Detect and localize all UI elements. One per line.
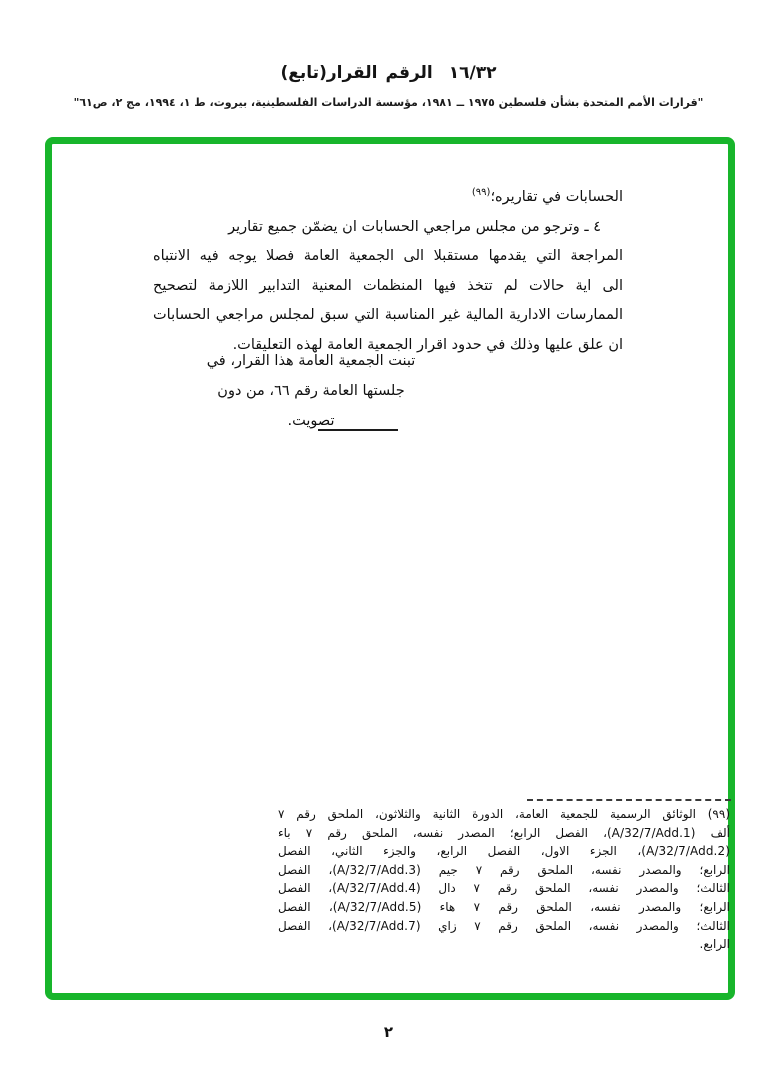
footnote-reference-marker: (٩٩) [471,187,491,199]
intro-line [153,183,623,213]
page-number: ٢ [383,1023,394,1041]
source-citation: "قرارات الأمم المتحدة بشأن فلسطين ١٩٧٥ ــ ١٩٨١، مؤسسة الدراسات الفلسطينية، بيروت، ط ١، ١٩٩٤، مج ٢، ص٦١" [73,96,704,109]
intro-line-text: الحسابات في تقاريره؛ [490,189,623,205]
paragraph-line: الممارسات الادارية المالية غير المناسبة التي سبق لمجلس مراجعي الحسابات [153,307,623,323]
footnote-line: (A/32/7/Add.2)، الجزء الاول، الفصل الرابع، والجزء الثاني، الفصل [278,844,730,859]
adoption-note [205,346,417,436]
footnote-line: الرابع؛ والمصدر نفسه، الملحق رقم ٧ هاء (A/32/7/Add.5)، الفصل [278,899,730,914]
footnote-line: الرابع؛ والمصدر نفسه، الملحق رقم ٧ جيم (A/32/7/Add.3)، الفصل [278,862,730,877]
paragraph-line: المراجعة التي يقدمها مستقبلا الى الجمعية العامة فصلا يوجه فيه الانتباه [153,248,623,264]
body-text-column [153,183,623,360]
footnote-line: ألف (A/32/7/Add.1)، الفصل الرابع؛ المصدر نفسه، الملحق رقم ٧ باء [278,825,730,840]
title-continued-tag: (تابع) [280,63,327,83]
section-end-rule [318,429,398,431]
footnote-line: الثالث؛ والمصدر نفسه، الملحق رقم ٧ زاي (A/32/7/Add.7)، الفصل [278,918,730,933]
adoption-note-line: تصويت. [287,413,335,429]
footnote-line: الثالث؛ والمصدر نفسه، الملحق رقم ٧ دال (A/32/7/Add.4)، الفصل [278,881,730,896]
footnote-separator-rule [527,799,731,801]
adoption-note-line: جلستها العامة رقم ٦٦، من دون [217,383,405,399]
adoption-note-line: تبنت الجمعية العامة هذا القرار، في [206,353,416,369]
paragraph-line: الى اية حالات لم تتخذ فيها المنظمات المعنية التدابير اللازمة لتصحيح [153,277,623,294]
title-word-resolution: القرار [326,63,378,83]
title-word-number: الرقم [385,63,433,83]
title-resolution-number: ١٦/٣٢ [448,63,497,83]
page-title [0,63,777,83]
paragraph-line: ٤ ـ وترجو من مجلس مراجعي الحسابات ان يضمّن جميع تقارير [228,218,601,235]
footnote-line: الرابع. [699,937,730,952]
footnote-line: (٩٩) الوثائق الرسمية للجمعية العامة، الدورة الثانية والثلاثون، الملحق رقم ٧ [278,807,730,821]
paragraph-line: ان علق عليها وذلك في حدود اقرار الجمعية العامة لهذه التعليقات. [232,336,623,353]
footnote-block [278,805,730,954]
